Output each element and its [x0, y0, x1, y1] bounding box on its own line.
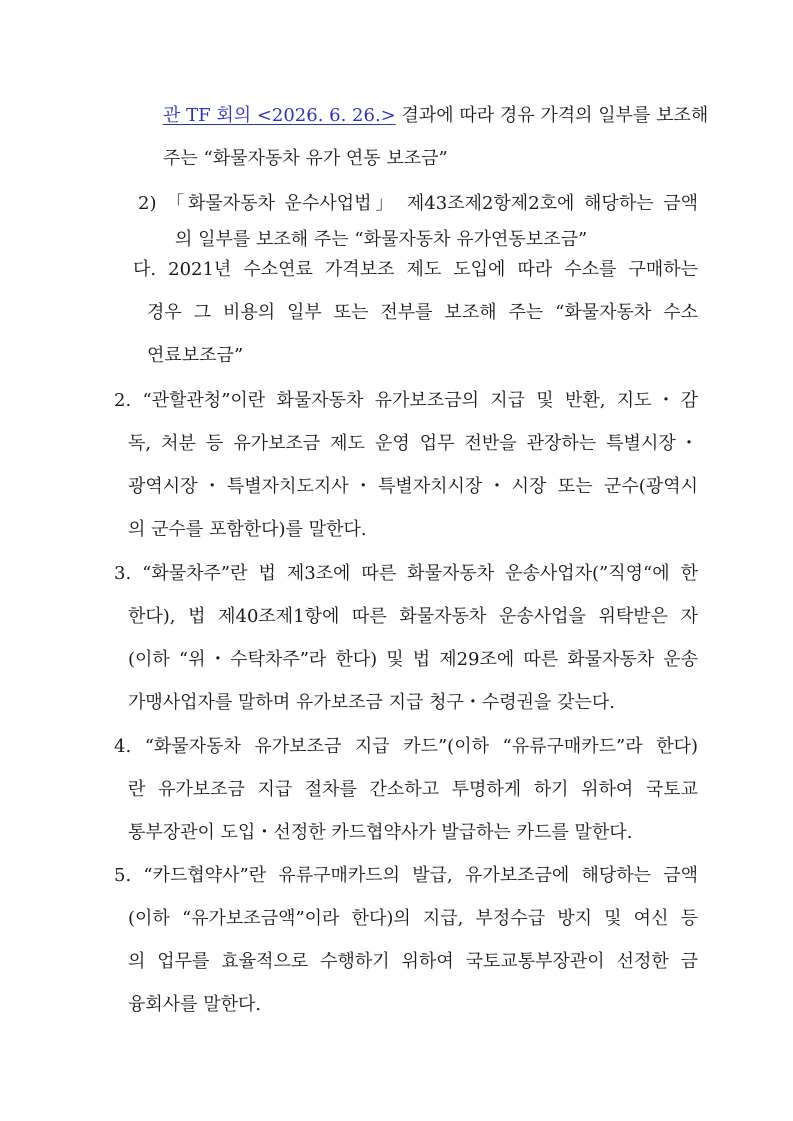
text-line — [163, 105, 709, 127]
text-line: 경우 그 비용의 일부 또는 전부를 보조해 주는 “화물자동차 수소 — [147, 302, 698, 323]
meeting-link[interactable]: 관 TF 회의 <2026. 6. 26.> — [163, 105, 396, 126]
text-line: 주는 “화물자동차 유가 연동 보조금” — [163, 148, 448, 169]
text-line: 광역시장・특별자치도지사・특별자치시장・시장 또는 군수(광역시 — [128, 476, 698, 497]
text-line: 독, 처분 등 유가보조금 제도 운영 업무 전반을 관장하는 특별시장・ — [128, 433, 698, 454]
text-line: 의 일부를 보조해 주는 “화물자동차 유가연동보조금” — [175, 229, 588, 250]
text-line: 의 군수를 포함한다)를 말한다. — [128, 519, 367, 540]
text-line: 5. “카드협약사”란 유류구매카드의 발급, 유가보조금에 해당하는 금액 — [114, 865, 698, 886]
text-line: 한다), 법 제40조제1항에 따른 화물자동차 운송사업을 위탁받은 자 — [128, 606, 698, 627]
text-line: 2. “관할관청”이란 화물자동차 유가보조금의 지급 및 반환, 지도・감 — [114, 390, 698, 411]
text-line: 가맹사업자를 말하며 유가보조금 지급 청구・수령권을 갖는다. — [128, 692, 616, 713]
text-line: 연료보조금” — [147, 345, 244, 366]
text-line: 통부장관이 도입・선정한 카드협약사가 발급하는 카드를 말한다. — [128, 822, 633, 843]
text-line: 란 유가보조금 지급 절차를 간소하고 투명하게 하기 위하여 국토교 — [128, 779, 698, 800]
text-line: (이하 “위・수탁차주”라 한다) 및 법 제29조에 따른 화물자동차 운송 — [128, 649, 698, 670]
text-line: 다. 2021년 수소연료 가격보조 제도 도입에 따라 수소를 구매하는 — [133, 259, 698, 280]
text-line: 2) 「화물자동차 운수사업법」 제43조제2항제2호에 해당하는 금액 — [138, 193, 698, 214]
text-line: 융회사를 말한다. — [128, 994, 262, 1015]
text-line: 의 업무를 효율적으로 수행하기 위하여 국토교통부장관이 선정한 금 — [128, 951, 698, 972]
text-line: 3. “화물차주”란 법 제3조에 따른 화물자동차 운송사업자(”직영“에 한 — [114, 563, 698, 584]
text-line: 4. “화물자동차 유가보조금 지급 카드”(이하 “유류구매카드”라 한다) — [114, 736, 698, 757]
text-line: (이하 “유가보조금액”이라 한다)의 지급, 부정수급 방지 및 여신 등 — [128, 908, 698, 929]
line-text: 결과에 따라 경유 가격의 일부를 보조해 — [395, 105, 709, 126]
